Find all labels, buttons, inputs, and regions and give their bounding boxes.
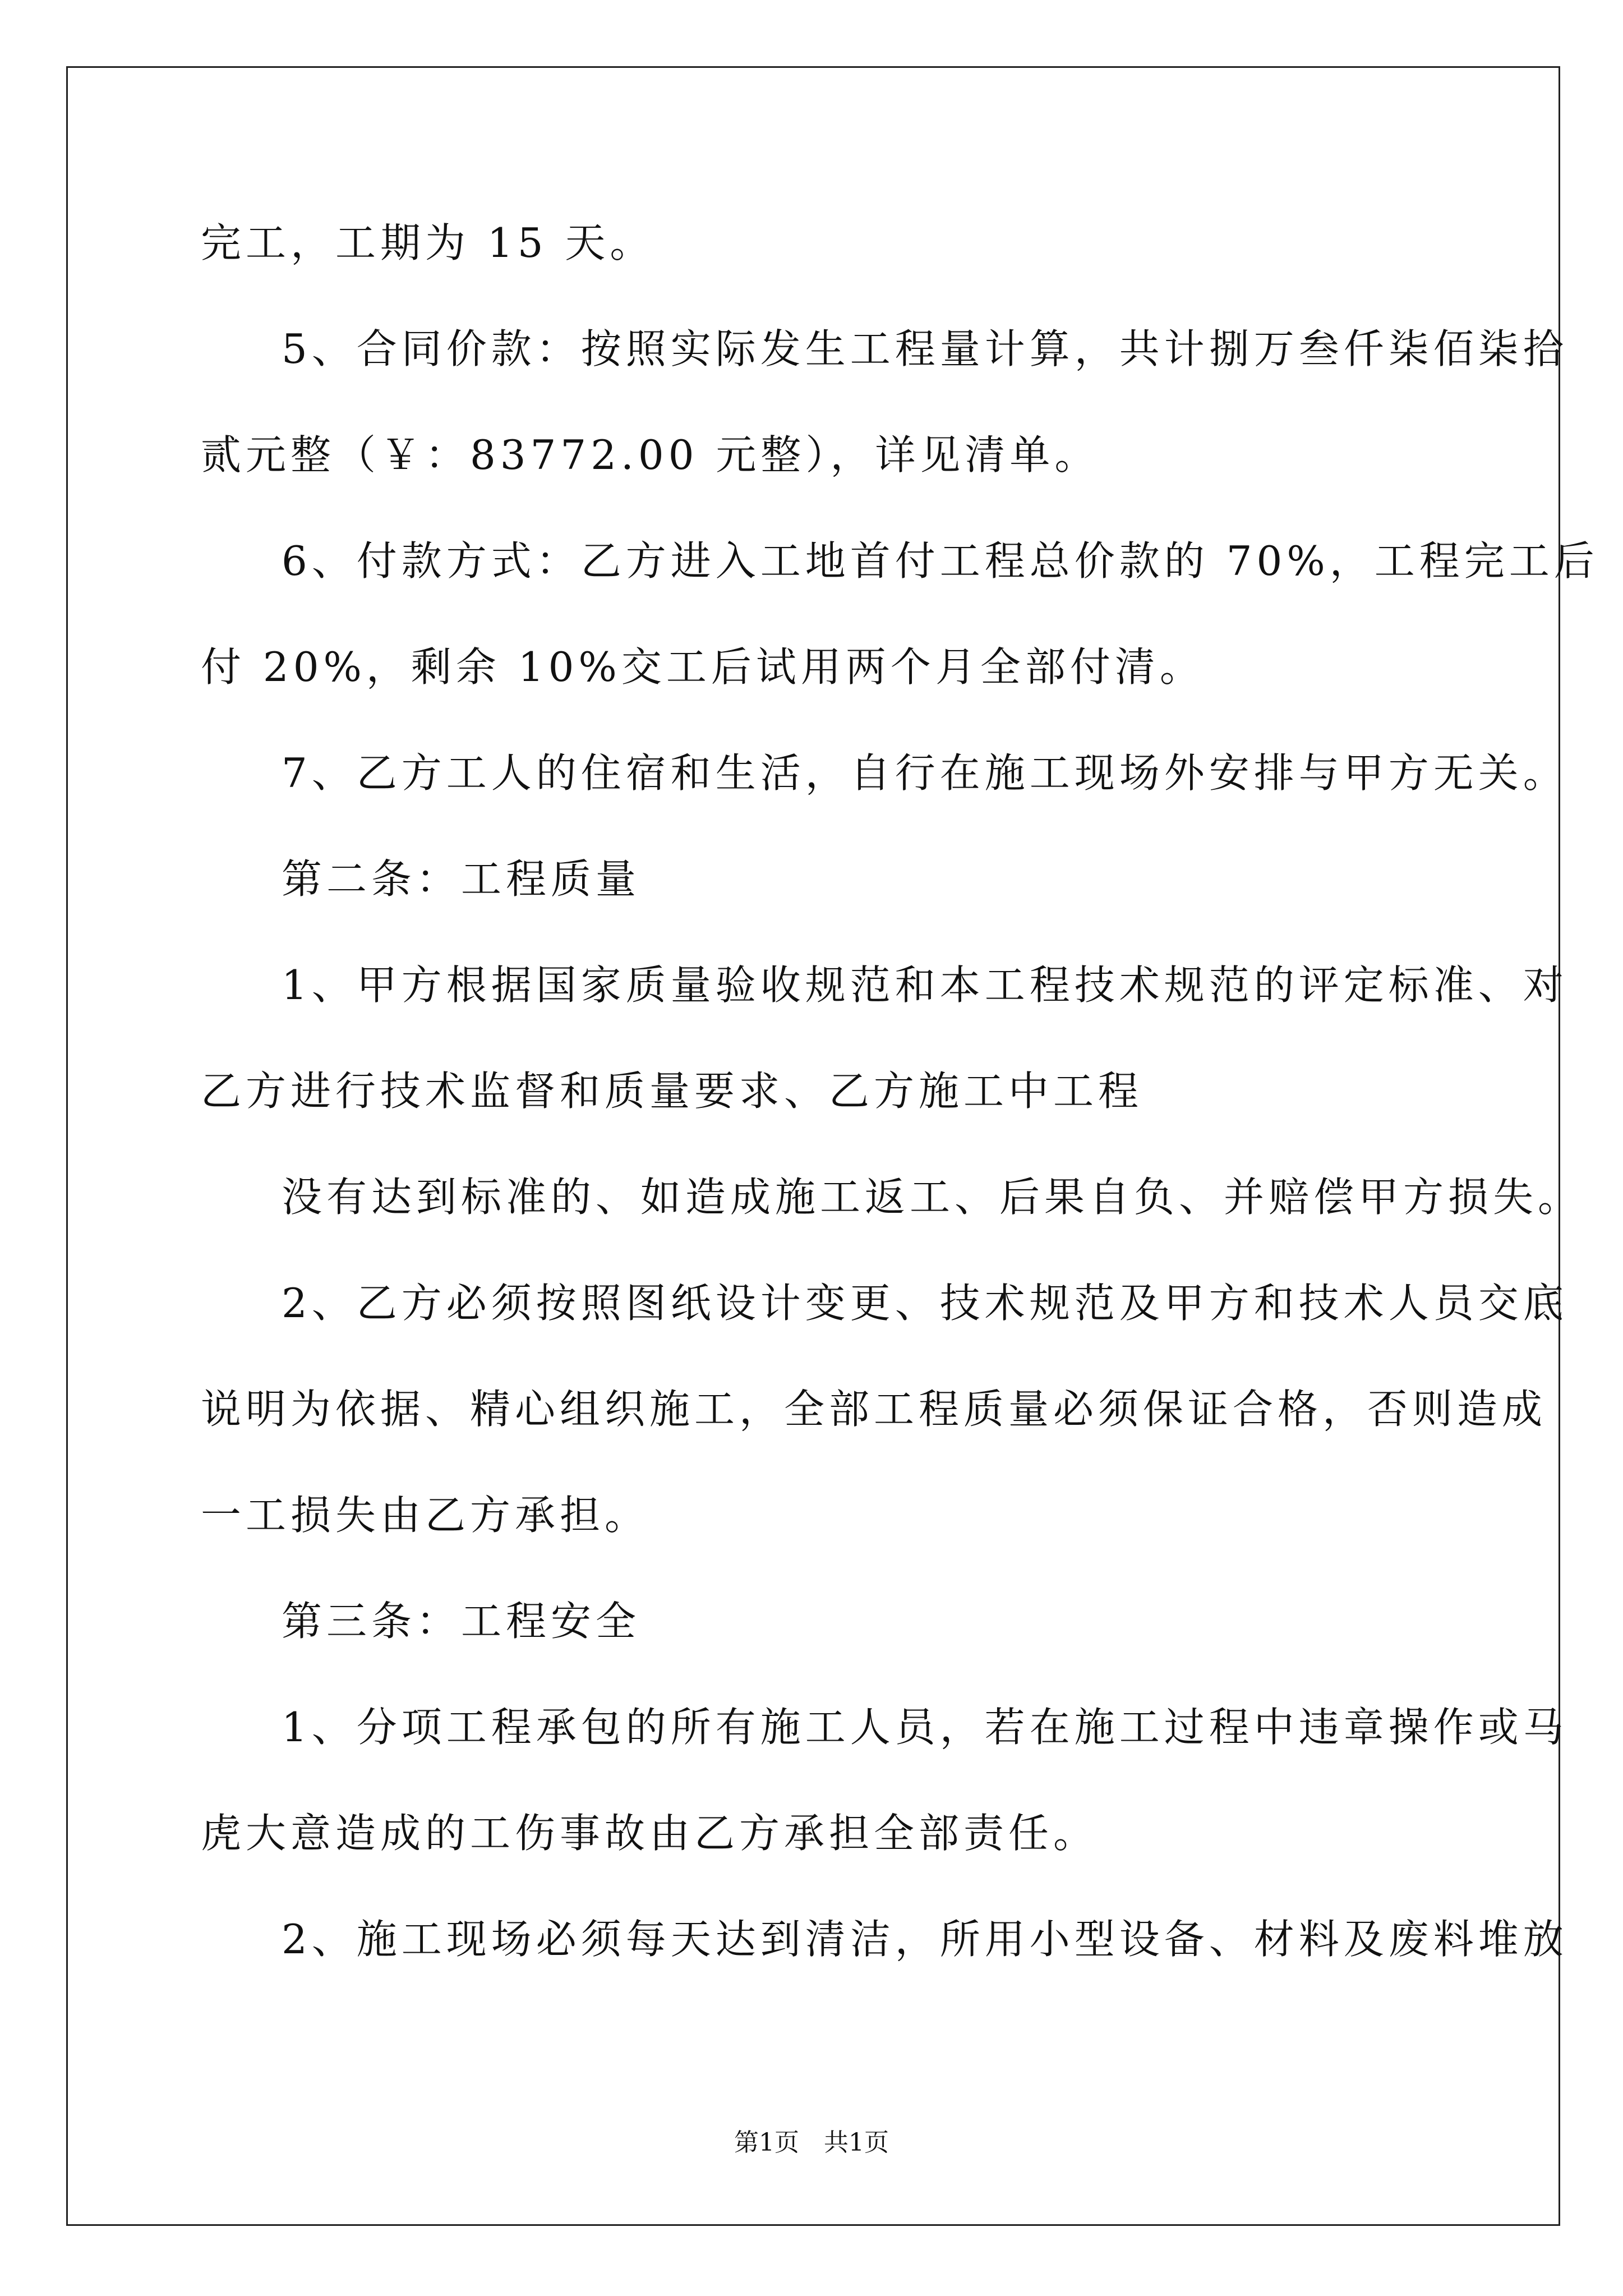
text-line: 没有达到标准的、如造成施工返工、后果自负、并赔偿甲方损失。 — [282, 1174, 1583, 1221]
page-footer: 第1页 共1页 — [734, 2128, 889, 2157]
text-line: 完工，工期为 15 天。 — [201, 219, 655, 266]
section-heading: 第二条：工程质量 — [282, 855, 641, 903]
text-line: 虎大意造成的工伤事故由乙方承担全部责任。 — [201, 1810, 1099, 1857]
text-line: 1、分项工程承包的所有施工人员，若在施工过程中违章操作或马 — [282, 1704, 1568, 1751]
text-line: 7、乙方工人的住宿和生活，自行在施工现场外安排与甲方无关。 — [282, 749, 1568, 797]
page-border — [66, 66, 1560, 2226]
text-line: 6、付款方式：乙方进入工地首付工程总价款的 70%，工程完工后 — [282, 537, 1599, 585]
section-heading: 第三条：工程安全 — [282, 1598, 641, 1645]
text-line: 乙方进行技术监督和质量要求、乙方施工中工程 — [201, 1068, 1144, 1115]
text-line: 2、施工现场必须每天达到清洁，所用小型设备、材料及废料堆放 — [282, 1916, 1568, 1963]
text-line: 说明为依据、精心组织施工，全部工程质量必须保证合格，否则造成 — [201, 1386, 1547, 1433]
text-line: 付 20%，剩余 10%交工后试用两个月全部付清。 — [201, 643, 1205, 691]
text-line: 贰元整（￥：83772.00 元整），详见清单。 — [201, 431, 1100, 478]
text-line: 5、合同价款：按照实际发生工程量计算，共计捌万叁仟柒佰柒拾 — [282, 325, 1568, 372]
text-line: 2、乙方必须按照图纸设计变更、技术规范及甲方和技术人员交底 — [282, 1280, 1568, 1327]
text-line: 1、甲方根据国家质量验收规范和本工程技术规范的评定标准、对 — [282, 961, 1568, 1009]
text-line: 一工损失由乙方承担。 — [201, 1492, 650, 1539]
